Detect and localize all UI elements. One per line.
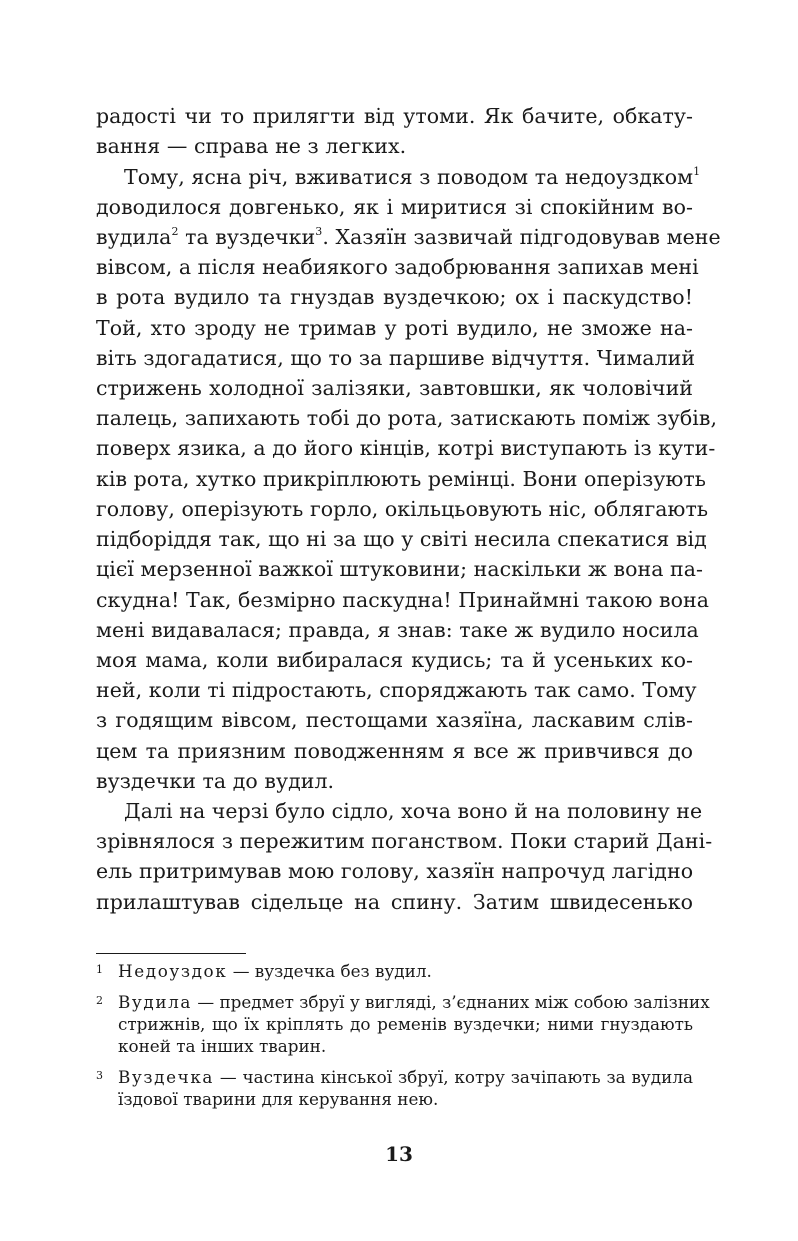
footnote-ref: 2 bbox=[171, 225, 179, 238]
footnote-term: Вуздечка bbox=[118, 1067, 215, 1087]
body-line: ель притримував мою голову, хазяїн напрочуд лагідно bbox=[96, 859, 694, 883]
body-line: стрижень холодної залізяки, завтовшки, як чоловічий bbox=[96, 376, 693, 400]
page-number: 13 bbox=[385, 1142, 413, 1166]
body-line: віть здогадатися, що то за паршиве відчуття. Чималий bbox=[96, 346, 696, 370]
footnote-divider bbox=[96, 953, 246, 954]
body-line: палець, запихають тобі до рота, затискають поміж зубів, bbox=[96, 406, 718, 430]
body-line: зрівнялося з пережитим поганством. Поки старий Дані- bbox=[96, 829, 713, 853]
footnote-number: 1 bbox=[96, 963, 103, 976]
footnote-text: — предмет збруї у вигляді, з’єднаних між собою залізних bbox=[192, 992, 710, 1012]
body-line: з годящим вівсом, пестощами хазяїна, ласкавим слів- bbox=[96, 708, 693, 732]
footnote-text: — частина кінської збруї, котру зачіпають за вудила bbox=[214, 1067, 693, 1087]
footnote-line: стрижнів, що їх кріплять до ременів вуздечки; ними гнуздають bbox=[118, 1014, 693, 1034]
body-line: вуздечки та до вудил. bbox=[96, 769, 335, 793]
footnote-term: Недоуздок bbox=[118, 961, 228, 981]
body-line-text: Тому, ясна річ, вживатися з поводом та недоуздком bbox=[124, 165, 694, 189]
footnote-text: — вуздечка без вудил. bbox=[227, 961, 432, 981]
footnote-line bbox=[118, 1066, 693, 1088]
footnote-number: 3 bbox=[96, 1069, 103, 1082]
body-line: цем та приязним поводженням я все ж привчився до bbox=[96, 739, 693, 763]
body-line: вання — справа не з легких. bbox=[96, 134, 407, 158]
footnote-line bbox=[118, 960, 693, 982]
footnote-term: Вудила bbox=[118, 992, 192, 1012]
footnote-ref: 3 bbox=[315, 225, 323, 238]
body-line-text: . Хазяїн зазвичай підгодовував мене bbox=[322, 225, 721, 249]
body-line: Далі на черзі було сідло, хоча воно й на половину не bbox=[124, 799, 703, 823]
body-line-text: вудила bbox=[96, 225, 172, 249]
body-line: доводилося довгенько, як і миритися зі спокійним во- bbox=[96, 195, 693, 219]
body-line: підборіддя так, що ні за що у світі несила спекатися від bbox=[96, 527, 707, 551]
body-line bbox=[124, 164, 701, 190]
body-line: поверх язика, а до його кінців, котрі виступають із кути- bbox=[96, 436, 716, 460]
body-line: ней, коли ті підростають, споряджають так само. Тому bbox=[96, 678, 697, 702]
footnote-line: їздової тварини для керування нею. bbox=[118, 1089, 439, 1109]
footnote-ref: 1 bbox=[693, 165, 701, 178]
body-line: радості чи то прилягти від утоми. Як бачите, обкату- bbox=[96, 104, 693, 128]
body-line-text: та вуздечки bbox=[178, 225, 316, 249]
body-line: в рота вудило та гнуздав вуздечкою; ох і паскудство! bbox=[96, 285, 693, 309]
body-line: цієї мерзенної важкої штуковини; наскільки ж вона па- bbox=[96, 557, 703, 581]
footnote-line: коней та інших тварин. bbox=[118, 1036, 327, 1056]
body-line: ків рота, хутко прикріплюють ремінці. Вони оперізують bbox=[96, 467, 706, 491]
body-line: моя мама, коли вибиралася кудись; та й усеньких ко- bbox=[96, 648, 693, 672]
body-line bbox=[96, 224, 721, 250]
body-line: Той, хто зроду не тримав у роті вудило, не зможе на- bbox=[96, 316, 693, 340]
body-line: вівсом, а після неабиякого задобрювання запихав мені bbox=[96, 255, 699, 279]
footnote-line bbox=[118, 991, 710, 1013]
body-line: прилаштував сідельце на спину. Затим швидесенько bbox=[96, 890, 693, 914]
body-line: голову, оперізують горло, окільцьовують ніс, облягають bbox=[96, 497, 709, 521]
body-line: скудна! Так, безмірно паскудна! Принаймні такою вона bbox=[96, 588, 710, 612]
body-line: мені видавалася; правда, я знав: таке ж вудило носила bbox=[96, 618, 699, 642]
footnote-number: 2 bbox=[96, 994, 103, 1007]
